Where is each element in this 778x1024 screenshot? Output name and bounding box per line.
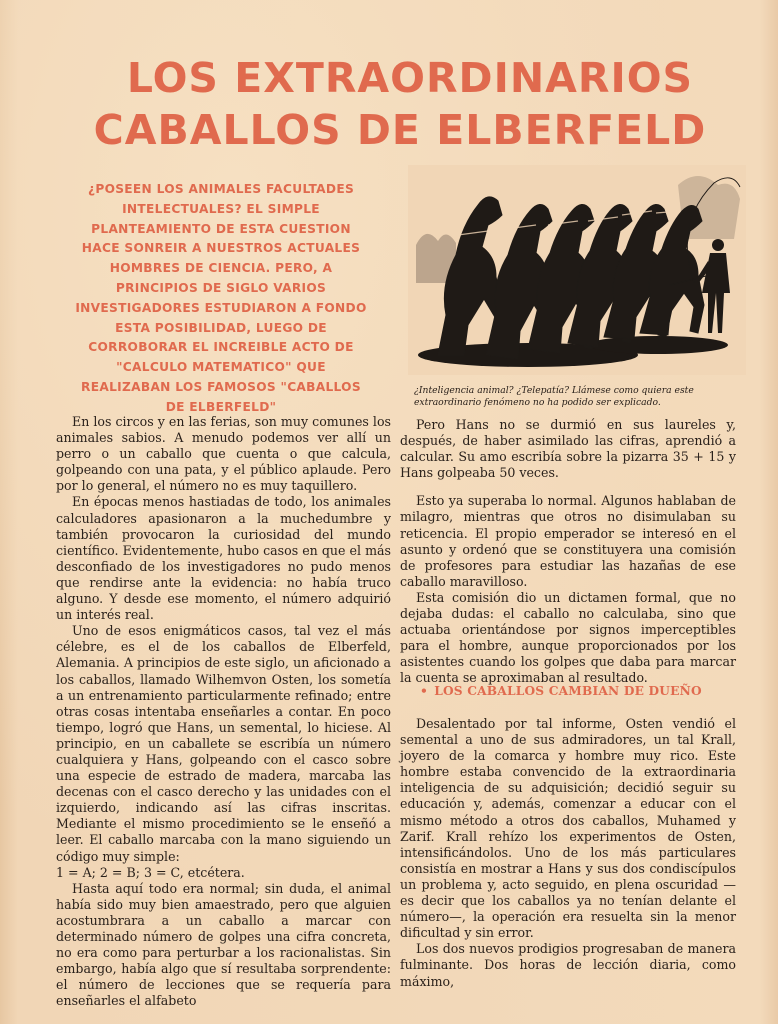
paragraph: Pero Hans no se durmió en sus laureles y, después, de haber asimilado las cifras, aprendió a calcular. Su amo escribía sobre la pizarra 35 + 15 y Hans golpeaba 50 veces. bbox=[400, 417, 736, 481]
subheading-text: LOS CABALLOS CAMBIAN DE DUEÑO bbox=[434, 684, 702, 698]
right-column-text-bottom bbox=[400, 716, 736, 990]
bullet-icon: • bbox=[420, 684, 428, 698]
article-title-line-1: LOS EXTRAORDINARIOS bbox=[126, 54, 694, 102]
paragraph: Desalentado por tal informe, Osten vendió el semental a uno de sus admiradores, un tal Krall, joyero de la comarca y hombre muy rico. Este hombre estaba convencido de la extraordinaria inteligencia de su adquisición; decidió seguir su educación y, además, comenzar a educar con el mismo método a otros dos caballos, Muhamed y Zarif. Krall rehízo los experimentos de Osten, intensificándolos. Uno de los más particulares consistía en mostrar a Hans y sus dos condiscípulos un problema y, acto seguido, en plena oscuridad —es decir que los caballos ya no tenían delante el número—, la operación era resuelta sin la menor dificultad y sin error. bbox=[400, 716, 736, 941]
paragraph: 1 = A; 2 = B; 3 = C, etcétera. bbox=[56, 864, 245, 880]
paragraph: Esto ya superaba lo normal. Algunos hablaban de milagro, mientras que otros no disimulaban su reticencia. El propio emperador se interesó en el asunto y ordenó que se constituyera una comisión de profesores para estudiar las hazañas de ese caballo maravilloso. bbox=[400, 493, 736, 589]
paragraph: En épocas menos hastiadas de todo, los animales calculadores apasionaron a la muchedumbre y también provocaron la curiosidad del mundo científico. Evidentemente, hubo casos en que el más desconfiado de los investigadores no pudo menos que rendirse ante la evidencia: no había truco alguno. Y desde ese momento, el número adquirió un interés real. bbox=[56, 494, 391, 623]
paragraph: En los circos y en las ferias, son muy comunes los animales sabios. A menudo podemos ver allí un perro o un caballo que cuenta o que calcula, golpeando con una pata, y el público aplaude. Pero por lo general, el número no es muy taquillero. bbox=[56, 414, 391, 494]
illustration-caption: ¿Inteligencia animal? ¿Telepatía? Llámese como quiera este extraordinario fenómeno no ha podido ser explicado. bbox=[414, 385, 694, 408]
paragraph: Esta comisión dio un dictamen formal, que no dejaba dudas: el caballo no calculaba, sino que actuaba orientándose por signos imperceptibles para el hombre, aunque proporcionados por los asistentes cuando los golpes que daba para marcar la cuenta se aproximaban al resultado. bbox=[400, 589, 736, 686]
paragraph: Los dos nuevos prodigios progresaban de manera fulminante. Dos horas de lección diaria, como máximo, bbox=[400, 941, 736, 989]
horses-illustration-icon bbox=[408, 165, 746, 375]
article-title-line-2: CABALLOS DE ELBERFELD bbox=[93, 106, 707, 154]
paragraph: Hasta aquí todo era normal; sin duda, el animal había sido muy bien amaestrado, pero que alguien acostumbrara a un caballo a marcar con determinado número de golpes una cifra concreta, no era como para perturbar a los racionalistas. Sin embargo, había algo que sí resultaba sorprendente: el número de lecciones que se requería para enseñarles el alfabeto bbox=[56, 880, 391, 1009]
article-deck: ¿POSEEN LOS ANIMALES FACULTADES INTELECTUALES? EL SIMPLE PLANTEAMIENTO DE ESTA CUESTION HACE SONREIR A NUESTROS ACTUALES HOMBRES DE CIENCIA. PERO, A PRINCIPIOS DE SIGLO VARIOS INVESTIGADORES ESTUDIARON A FONDO ESTA POSIBILIDAD, LUEGO DE CORROBORAR EL INCREIBLE ACTO DE "CALCULO MATEMATICO" QUE REALIZABAN LOS FAMOSOS "CABALLOS DE ELBERFELD" bbox=[75, 182, 367, 414]
left-column-text bbox=[56, 414, 391, 1009]
right-column-text-top bbox=[400, 417, 736, 687]
section-subheading bbox=[410, 684, 726, 698]
paragraph: Uno de esos enigmáticos casos, tal vez el más célebre, es el de los caballos de Elberfeld, Alemania. A principios de este siglo, un aficionado a los caballos, llamado Wilhemvon Osten, los sometía a un entrenamiento particularmente refinado; entre otras cosas intentaba enseñarles a contar. En poco tiempo, logró que Hans, un semental, lo hiciese. Al principio, en un caballete se escribía un número cualquiera y Hans, golpeando con el casco sobre una especie de estrado de madera, marcaba las decenas con el casco derecho y las unidades con el izquierdo, indicando así las cifras inscritas. Mediante el mismo procedimiento se le enseñó a leer. El caballo marcaba con la mano siguiendo un código muy simple: bbox=[56, 623, 391, 864]
